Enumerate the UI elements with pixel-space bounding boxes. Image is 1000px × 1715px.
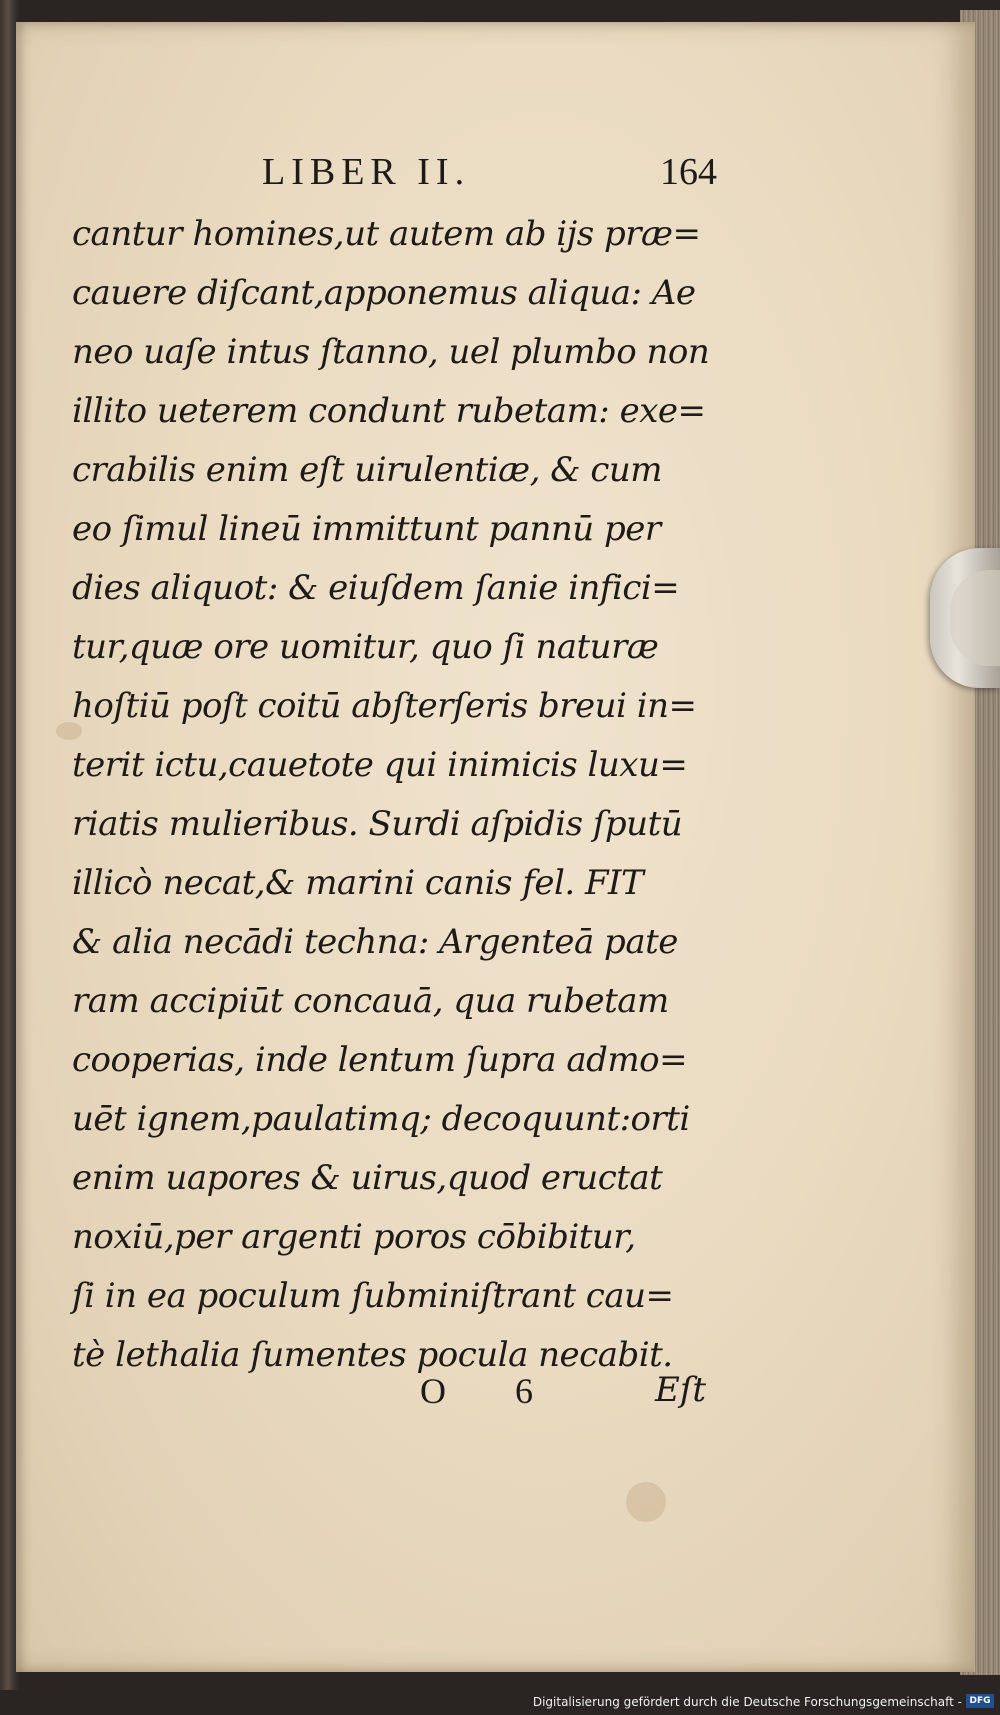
running-header: LIBER II. — [262, 151, 471, 193]
catchword: Eſt — [655, 1370, 707, 1410]
paper-stain — [626, 1482, 666, 1522]
text-line: ſi in ea poculum ſubminiſtrant cau= — [72, 1276, 674, 1316]
text-line: illicò necat,& marini canis fel. FIT — [72, 863, 644, 903]
dfg-logo-icon: DFG — [966, 1694, 994, 1708]
text-line: & alia necādi techna: Argenteā pate — [72, 922, 678, 962]
text-line: tur,quæ ore uomitur, quo ſi naturæ — [72, 627, 659, 667]
text-line: neo uaſe intus ſtanno, uel plumbo non — [72, 332, 710, 372]
text-line: cauere diſcant,apponemus aliqua: Ae — [72, 273, 696, 313]
text-line: crabilis enim eſt uirulentiæ, & cum — [72, 450, 663, 490]
text-line: ram accipiūt concauā, qua rubetam — [72, 981, 669, 1021]
body-text — [72, 205, 732, 1385]
text-line: illito ueterem condunt rubetam: exe= — [72, 391, 706, 431]
text-line: cooperias, inde lentum ſupra admo= — [72, 1040, 688, 1080]
text-line: tè lethalia ſumentes pocula necabit. — [72, 1335, 673, 1375]
text-line: terit ictu,cauetote qui inimicis luxu= — [72, 745, 688, 785]
text-line: hoſtiū poſt coitū abſterſeris breui in= — [72, 686, 697, 726]
text-line: enim uapores & uirus,quod eructat — [72, 1158, 663, 1198]
text-line: eo ſimul lineū immittunt pannū per — [72, 509, 661, 549]
text-line: noxiū,per argenti poros cōbibitur, — [72, 1217, 636, 1257]
signature-mark: O 6 — [420, 1371, 563, 1411]
text-line: dies aliquot: & eiuſdem ſanie infici= — [72, 568, 680, 608]
funding-credit: Digitalisierung gefördert durch die Deutsche Forschungsgemeinschaft - — [532, 1695, 962, 1709]
text-line: cantur homines,ut autem ab ijs præ= — [72, 214, 701, 254]
text-line: riatis mulieribus. Surdi aſpidis ſputū — [72, 804, 683, 844]
text-line: uēt ignem,paulatimq; decoquunt:orti — [72, 1099, 690, 1139]
page-number: 164 — [660, 151, 717, 193]
